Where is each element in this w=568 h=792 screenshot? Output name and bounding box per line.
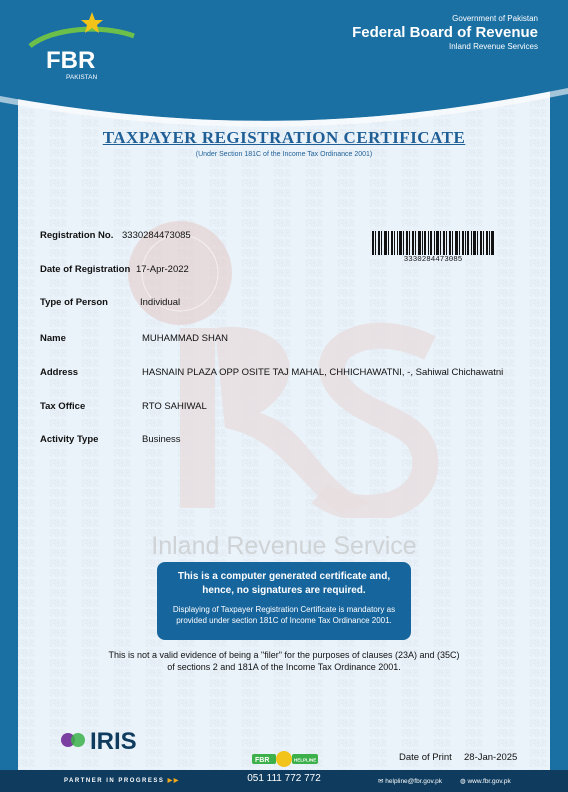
registration-no-label: Registration No. (40, 230, 114, 241)
department-name: Inland Revenue Services (449, 42, 538, 51)
activity-type-label: Activity Type (40, 434, 99, 445)
email-icon: ✉ (378, 778, 384, 785)
type-of-person-label: Type of Person (40, 297, 108, 308)
name-label: Name (40, 333, 66, 344)
fbr-logo (22, 10, 142, 82)
tax-office-label: Tax Office (40, 401, 86, 412)
irs-watermark (140, 318, 440, 518)
certificate-title: TAXPAYER REGISTRATION CERTIFICATE (102, 128, 466, 147)
arrow-icon: ▶▶ (167, 778, 180, 784)
email-contact[interactable]: ✉ helpline@fbr.gov.pk (378, 778, 442, 785)
helpline-phone[interactable]: 051 111 772 772 (247, 773, 321, 784)
address-value: HASNAIN PLAZA OPP OSITE TAJ MAHAL, CHHICHAWATNI, -, Sahiwal Chichawatni (142, 367, 504, 378)
svg-text:HELPLINE: HELPLINE (294, 757, 317, 763)
website-contact[interactable]: ◍ www.fbr.gov.pk (460, 778, 511, 785)
helpline-badge (252, 750, 318, 768)
government-text: Government of Pakistan (452, 14, 538, 23)
disclaimer-line-1: This is not a valid evidence of being a "filer" for the purposes of clauses (23A) and (35C) (108, 650, 460, 660)
certificate-subtitle: (Under Section 181C of the Income Tax Ordinance 2001) (195, 151, 373, 158)
partner-in-progress: PARTNER IN PROGRESS ▶▶ (64, 778, 180, 784)
type-of-person-value: Individual (140, 297, 181, 308)
notice-line-2: hence, no signatures are required. (202, 585, 366, 596)
barcode-number: 3330284473085 (403, 256, 463, 264)
date-of-print-label: Date of Print (399, 752, 452, 763)
svg-text:FBR: FBR (255, 757, 270, 764)
notice-line-4: provided under section 181C of Income Tax Ordinance 2001. (176, 616, 392, 625)
notice-line-1: This is a computer generated certificate and, (177, 571, 391, 582)
tax-office-value: RTO SAHIWAL (142, 401, 207, 412)
notice-line-3: Displaying of Taxpayer Registration Certificate is mandatory as (172, 605, 396, 614)
svg-text:IRIS: IRIS (90, 728, 137, 755)
barcode (372, 231, 494, 255)
activity-type-value: Business (142, 434, 181, 445)
computer-generated-notice (157, 562, 411, 640)
date-of-registration-label: Date of Registration (40, 264, 131, 275)
svg-text:FBR: FBR (46, 47, 96, 74)
svg-text:PAKISTAN: PAKISTAN (66, 74, 98, 81)
date-of-registration-value: 17-Apr-2022 (136, 264, 189, 275)
date-of-print-value: 28-Jan-2025 (464, 752, 518, 763)
address-label: Address (40, 367, 79, 378)
irs-watermark-text: Inland Revenue Service (151, 532, 417, 560)
iris-logo (56, 725, 164, 755)
globe-icon: ◍ (460, 778, 466, 785)
organization-name: Federal Board of Revenue (352, 24, 538, 41)
disclaimer-line-2: of sections 2 and 181A of the Income Tax Ordinance 2001. (167, 662, 401, 672)
name-value: MUHAMMAD SHAN (142, 333, 229, 344)
registration-no-value: 3330284473085 (122, 230, 191, 241)
